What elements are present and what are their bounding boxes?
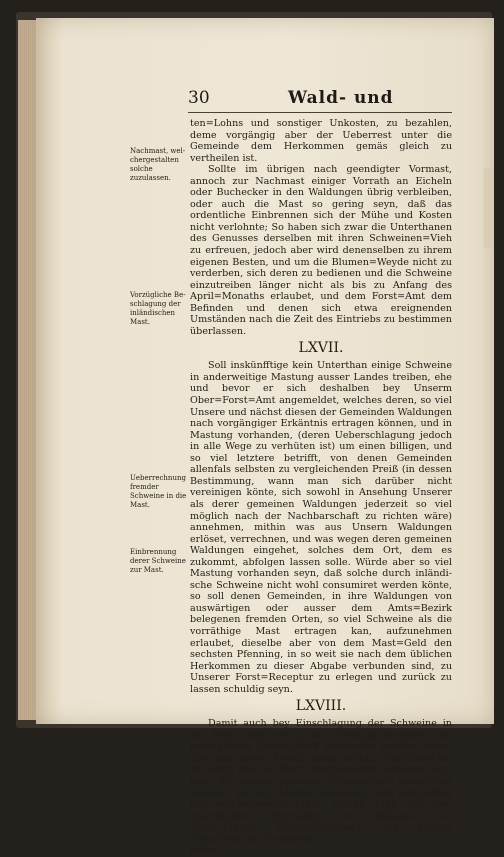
- margin-note-einbrennung: Einbrennung derer Schweine zur Mast.: [130, 548, 186, 574]
- section-heading-67: LXVII.: [298, 340, 344, 357]
- header-rule: [188, 112, 452, 113]
- margin-note-beschlagung: Vorzügliche Beschlagung der inländischen Mast.: [130, 291, 186, 326]
- facing-page-edge: [484, 168, 494, 248]
- paragraph-nachmast: Sollte im übrigen nach geendigter Vormast, annoch zur Nachmast einiger Vorrath an Eicheln oder Buchecker in den Waldungen übrig verbleiben, oder auch die Mast so gering seyn, daß das ordentliche Einbrennen sich der Mühe und Kosten nicht verlohnte; So haben sich zwar die Unterthanen des Genusses derselben mit ihren Schweinen=Vieh zu erfreuen, jedoch aber wird denenselben zu ihrem eigenen Besten, und um die Blumen=Weyde nicht zu verderben, sich deren zu bedienen und die Schweine einzutreiben länger nicht als bis zu Anfang des April=Monaths erlaubet, und dem Forst=Amt dem Befinden und denen sich etwa ereignenden Umständen nach die Zeit des Eintriebs zu bestimmen überlassen.: [190, 164, 452, 337]
- paragraph-continued: ten=Lohns und sonstiger Unkosten, zu bezahlen, deme vorgängig aber der Ueberrest unter die Gemeinde dem Herkommen gemäs gleich zu vertheilen ist.: [190, 118, 452, 164]
- page-header: [188, 88, 448, 114]
- catchword: jeden: [190, 845, 217, 857]
- paragraph-section-67: Soll inskünfftige kein Unterthan einige Schweine in anderweitige Mastung ausser Landes treiben, ehe und bevor er sich deshalben bey Unserm Ober=Forst=Amt angemeldet, welches deren, so viel Unsere und nächst diesen der Gemeinden Waldungen nach vorgängiger Erkäntnis ertragen können, und in Mastung vorhanden, (deren Ueberschlagung jedoch in alle Wege zu verhüten ist) um einen billigen, und so viel letztere betrifft, von denen Gemeinden allenfals selbsten zu vergleichenden Preiß (in dessen Bestimmung, wann man sich darüber nicht vereinigen könte, sich sowohl in Ansehung Unserer als derer gemeinen Waldungen jederzeit so viel möglich nach der Nachbarschaft zu richten wäre) annehmen, mithin was aus Unsern Waldungen erlöset, verrechnen, und was wegen deren gemeinen Waldungen eingehet, solches dem Ort, dem es zukommt, abfolgen lassen solle. Würde aber so viel Mastung vorhanden seyn, daß solche durch inländische Schweine nicht wohl consumiret werden könte, so soll denen Gemeinden, in ihre Waldungen von auswärtigen oder ausser dem Amts=Bezirk belegenen fremden Orten, so viel Schweine als die vorräthige Mast ertragen kan, aufzunehmen erlaubet, dieselbe aber von dem Mast=Geld den sechsten Pfenning, in so weit sie nach dem üblichen Herkommen zu dieser Abgabe verbunden sind, zu Unserer Forst=Receptur zu erlegen und zurück zu lassen schuldig seyn.: [190, 360, 452, 695]
- paragraph-section-68: Damit auch bey Einschlagung der Schweine in die Mast alles mit guter Ordnung begehen und besorglicher Unterschleiff vermieden werden möge, und dann dieser Zweck anders nicht zu erreichen ist, als wann die zur Mast einschlagende Schweine vorhero mit einem gewissen Brennzeichen bemercket werden; So wird hiermit verordnet, daß hinkünfftig bey erscheinender Mast, etliche Tage vor dem würcklichen Eintreiben im Beyseyn des Forst=Jägers, Wald=Vorstehers und einiger Deputirten der Gemeinde: [190, 718, 452, 845]
- section-heading-68: LXVIII.: [295, 698, 347, 715]
- page-number: 30: [188, 88, 210, 108]
- margin-note-ueberrechnung: Ueberrechnung fremder Schweine in die Mast.: [130, 474, 187, 509]
- margin-note-nachmast: Nachmast, welchergestalten solche zuzulassen.: [130, 147, 186, 182]
- page-edges: [18, 20, 38, 720]
- running-head: Wald- und: [288, 88, 394, 108]
- main-text: [190, 118, 452, 857]
